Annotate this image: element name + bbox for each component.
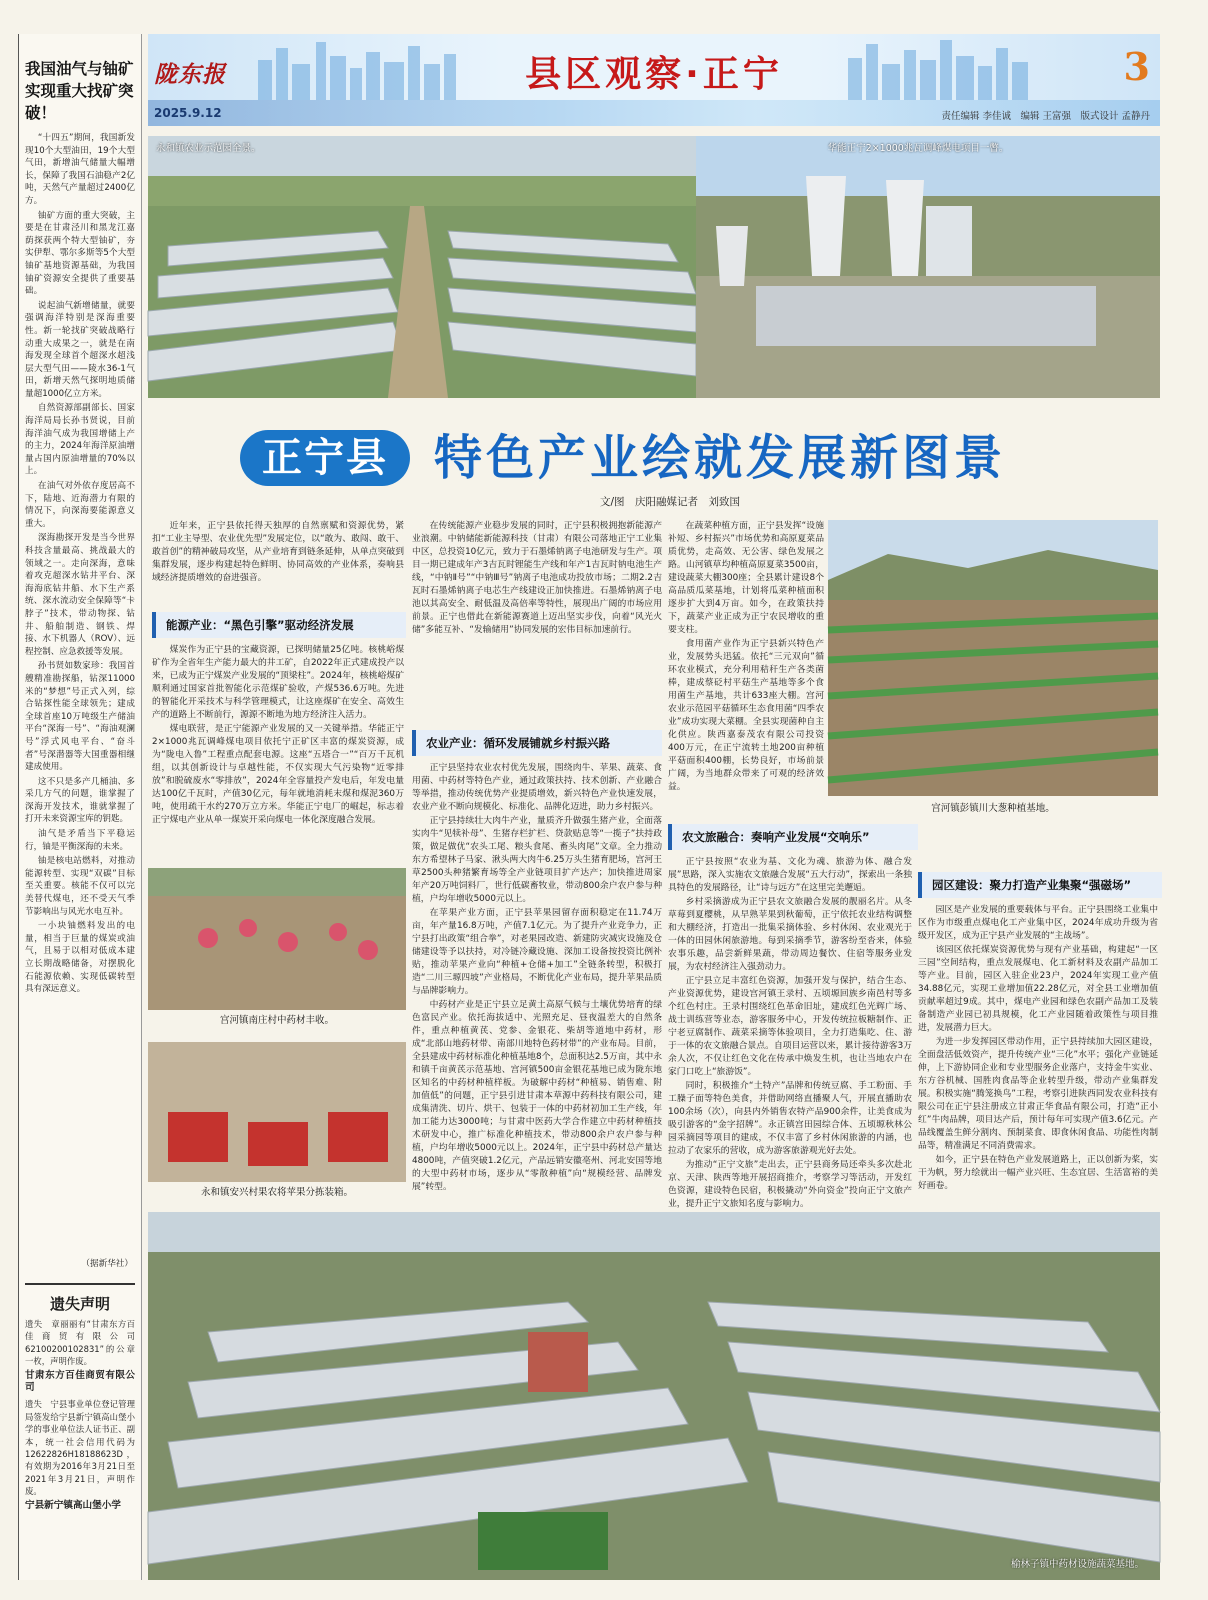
energy-paragraph: 在传统能源产业稳步发展的同时，正宁县积极拥抱新能源产业浪潮。中钠储能新能源科技（甘肃）有限公司落地正宁工业集中区，总投资10亿元，致力于石墨烯钠离子电池研发与生产。项目一期已建成年产3吉瓦时锂能生产线和年产1吉瓦时钠电池生产线，“中钠Ⅱ号”“中钠Ⅲ号”钠离子电池成功投放市场；二期2.2吉瓦时石墨烯钠离子电芯生产线建设正加快推进。石墨烯钠离子电池以其高安全、耐低温及高倍率等特性，展现出广阔的市场应用前景。正宁也借此在新能源赛道上迈出坚实步伐，向着“风光火储”多能互补、“发输储用”协同发展的宏伟目标加速前行。 xyxy=(412,521,662,635)
power-plant-photo xyxy=(696,136,1160,398)
park-paragraph: 为进一步发挥园区带动作用，正宁县持续加大园区建设，全面盘活低效资产，提升传统产业“三化”水平；强化产业链延伸，上下游协同企业和专业型服务企业落户，支持金牛实业、东方谷机械、国胜肉食品等企业转型升级，带动产业集群发展。积极实施“腾笼换鸟”工程，考察引进陕西同发农业科技有限公司在正宁县注册成立甘肃正华食品有限公司，打造“正小红”牛肉品牌，项目达产后，预计每年可实现产值3.6亿元。产品线覆盖生鲜分割肉、预制菜食、即食休闲食品、功能性肉制品等，精准满足不同消费需求。 xyxy=(918,1037,1158,1151)
agri-paragraph: 正宁县持续壮大肉牛产业，量质齐升做强生猪产业，全面落实肉牛“见犊补母”、生猪存栏扩栏、贷款贴息等“一揽子”扶持政策，做足做优“农头工尾、粮头食尾、畜头肉尾”文章。全力推动东方希望林子马家、湫头两大肉牛6.25万头生猪育肥场，宫河王草2500头种猪繁育场等全产业链项目扩产达产；加快推进周家年产20万吨饲料厂，世行低碳畜牧业，带动800余户农户参与种植，户均年增收5000元以上。 xyxy=(412,816,662,904)
park-text xyxy=(918,904,1158,1202)
park-paragraph: 该园区依托煤炭资源优势与现有产业基础，构建起“一区三园”空间结构，重点发展煤电、化工新材料及农副产品加工等产业。目前，园区入驻企业23户，2024年实现工业产值34.88亿元，实现工业增加值22.28亿元，对全县工业增加值贡献率超过9成。其中，煤电产业园和绿色农副产品加工及装备制造产业园已初具规模，化工产业园随着政策性与项目推进，发展潜力巨大。 xyxy=(918,945,1158,1033)
sidebar-paragraph: 铀是核电站燃料，对推动能源转型、实现“双碳”目标至关重要。核能不仅可以完美替代煤电，还不受天气季节影响出与风光水电互补。 xyxy=(25,856,135,917)
photo-caption: 榆林子镇中药材设施蔬菜基地。 xyxy=(1010,1559,1144,1570)
lost-notice-title: 遗失声明 xyxy=(25,1283,135,1314)
sidebar-column xyxy=(18,34,142,1580)
park-paragraph: 如今，正宁县在特色产业发展道路上，正以创新为桨，实干为帆，努力绘就出一幅产业兴旺、生态宜居、生活富裕的美好画卷。 xyxy=(918,1155,1158,1191)
sidebar-headline: 我国油气与铀矿实现重大找矿突破！ xyxy=(25,60,134,122)
tourism-paragraph: 同时，积极推介“土特产”品牌和传统豆腐、手工粉面、手工臊子面等特色美食，并借助网络直播聚人气，开展直播助农100余场（次），向县内外销售农特产品900余件，让美食成为吸引游客的“金字招牌”。永正镇宫田园综合体、五顷塬秋林公园采摘园等项目的建成，不仅丰富了乡村休闲旅游的内涵，也拉动了农家乐的营收，成为游客旅游观光好去处。 xyxy=(668,1081,912,1156)
sidebar-paragraph: 深海勘探开发是当今世界科技含量最高、挑战最大的领域之一。走向深海，意味着攻克超深水钻井平台、深海海底钻井船、水下生产系统、深水流动安全保障等“卡脖子”技术，带动物探、钻井、船舶制造、钢铁、焊接、水下机器人（ROV）、远程控制、应急救援等发展。 xyxy=(25,533,135,657)
sidebar-paragraph: 自然资源部副部长、国家海洋局局长孙书贤说，目前海洋油气成为我国增储上产的主力，2024年海洋原油增量占国内原油增量的70%以上。 xyxy=(25,403,135,477)
sidebar-source: （据新华社） xyxy=(81,1259,133,1269)
sidebar-article xyxy=(25,132,135,1257)
intro-paragraph: 近年来，正宁县依托得天独厚的自然禀赋和资源优势，紧扣“工业主导型、农业优先型”发展定位，以“敢为、敢闯、敢干、敢首创”的精神破局攻坚，从产业培育到链条延伸，从单点突破到集群发展，逐步构建起特色鲜明、协同高效的产业体系，奏响县域经济提质增效的奋进强音。 xyxy=(152,521,404,583)
sidebar-paragraph: 孙书贤如数家珍：我国首艘精准勘探船，钻深11000米的“梦想”号正式入列，综合钻探性能全球领先；建成全球首座10万吨级生产储油平台“深海一号”、“海油观澜号”浮式风电平台、“奋斗者”号深潜器等大国重器相继建成使用。 xyxy=(25,661,135,773)
agri-paragraph: 正宁县坚持农业农村优先发展，围绕肉牛、苹果、蔬菜、食用菌、中药材等特色产业，通过政策扶持、技术创新、产业融合等举措，推动传统优势产业提质增效，新兴特色产业快速发展，农业产业不断向规模化、标准化、品牌化迈进，助力乡村振兴。 xyxy=(412,763,662,812)
energy-text xyxy=(152,644,404,856)
newspaper-logo: 陇东报 xyxy=(154,61,226,88)
tourism-paragraph: 正宁县按照“农业为基、文化为魂、旅游为体、融合发展”思路，深入实施农文旅融合发展“五大行动”，探索出一条独具特色的发展路径，让“诗与远方”在这里完美邂逅。 xyxy=(668,857,912,893)
article-title: 特色产业绘就发展新图景 xyxy=(434,430,1007,486)
energy-text-continued xyxy=(412,520,662,728)
notice-org: 甘肃东方百佳商贸有限公司 xyxy=(25,1369,135,1394)
tourism-paragraph: 乡村采摘游成为正宁县农文旅融合发展的靓丽名片。从冬草莓到夏樱桃，从早熟苹果到秋葡萄，正宁依托农业结构调整和大棚经济，打造出一批集采摘体验、乡村休闲、农业观光于一体的田园休闲旅游地。每到采摘季节，游客纷至沓来，体验农事乐趣，品尝新鲜果蔬，带动周边餐饮、住宿等服务业发展，为农村经济注入强劲动力。 xyxy=(668,897,912,972)
sidebar-paragraph: 铀矿方面的重大突破，主要是在甘肃泾川和黑龙江嘉荫探获两个特大型铀矿，夯实伊犁、鄂尔多斯等5个大型铀矿基地资源基础，为我国铀矿资源安全提供了重要基础。 xyxy=(25,210,135,297)
apple-sorting-photo xyxy=(148,1042,406,1202)
greenhouse-aerial-photo xyxy=(148,136,696,398)
tourism-paragraph: 为推动“正宁文旅”走出去，正宁县商务局还牵头多次赴北京、天津、陕西等地开展招商推介，考察学习等活动，开发红色资源，建设特色民宿，积极撬动“外向资金”投向正宁文旅产业，提升正宁文旅知名度与影响力。 xyxy=(668,1160,912,1209)
section-heading-tourism: 农文旅融合：奏响产业发展“交响乐” xyxy=(668,824,918,850)
energy-paragraph: 煤电联营，是正宁能源产业发展的又一关键举措。华能正宁2×1000兆瓦调峰煤电项目依托宁正矿区丰富的煤炭资源，成为“陇电入鲁”工程重点配套电源。这座“五塔合一”“百万千瓦机组，以其创新设计与卓越性能，不仅实现大气污染物“近零排放”和脱硫废水“零排放”，2024年全容量投产发电后，年发电量达100亿千瓦时，产值30亿元，每年就地消耗末煤和煤泥360万吨，使用疏干水约270万立方米。华能正宁电厂的崛起，标志着正宁煤电产业从单一煤炭开采向煤电一体化深度融合发展。 xyxy=(152,724,404,825)
agri-paragraph: 中药材产业是正宁县立足黄土高原气候与土壤优势培育的绿色富民产业。依托海拔适中、光照充足、昼夜温差大的自然条件，重点种植黄芪、党参、金银花、柴胡等道地中药材，形成“北部山地药材带、南部川地特色药材带”的产业布局。目前，全县建成中药材标准化种植基地8个，总面积达2.5万亩，其中永和镇千亩黄芪示范基地、宫河镇500亩金银花基地已成为陇东地区知名的中药材种植样板。为破解中药材“种植易、销售难、附加值低”的问题，正宁县引进甘肃本草源中药科技有限公司，建成集清洗、切片、烘干、包装于一体的中药材初加工生产线，年加工能力达3000吨；与甘肃中医药大学合作建立中药材种植技术研发中心，推广标准化种植技术，带动800余户农户参与种植，户均年增收5000元以上。2024年，正宁县中药材总产量达4800吨，产值突破1.2亿元，产品远销安徽亳州、河北安国等地的大型中药材市场，逐步从“零散种植”向“规模经营、品牌发展”转型。 xyxy=(412,1000,662,1192)
agriculture-text xyxy=(412,762,662,1202)
section-heading-energy: 能源产业：“黑色引擎”驱动经济发展 xyxy=(152,612,406,638)
byline: 文/图 庆阳融媒记者 刘致国 xyxy=(600,496,741,508)
sidebar-paragraph: 这不只是多产几桶油、多采几方气的问题，谁掌握了深海开发技术，谁就掌握了打开未来资源宝库的钥匙。 xyxy=(25,776,135,825)
sidebar-paragraph: 说起油气新增储量，就要强调海洋特别是深海重要性。新一轮找矿突破战略行动重大成果之一，就是在南海发现全球首个超深水超浅层大型气田——陵水36-1气田，新增天然气探明地质储量超1000亿立方米。 xyxy=(25,300,135,399)
notice-org: 宁县新宁镇高山堡小学 xyxy=(25,1499,121,1511)
herb-harvest-photo xyxy=(148,868,406,1030)
greenhouse-base-aerial-photo xyxy=(148,1212,1160,1580)
tourism-paragraph: 正宁县立足丰富红色资源，加强开发与保护，结合生态、产业资源优势，建设宫河镇王录村、五顷塬回族乡南邑村等多个红色村庄。王录村围绕红色革命旧址，建成红色光辉广场、战士训练营等业态，游客服务中心，开发传统拉板糖制作、正宁老豆腐制作、蔬菜采摘等体验项目，全力打造集吃、住、游于一体的农文旅融合景点。自项目运营以来，累计接待游客3万余人次，不仅让红色文化在传承中焕发生机，也让当地农户在家门口吃上“旅游饭”。 xyxy=(668,976,912,1077)
agri-paragraph: 食用菌产业作为正宁县新兴特色产业，发展势头迅猛。依托“三元双向”循环农业模式，充分利用秸秆生产各类菌棒，建成蔡砭村平菇生产基地等多个食用菌生产基地，共计633座大棚。宫河农业示范园平菇循环生态食用菌“四季农业”成功实现大菜棚。全县实现菌种自主化供应。陕西嘉泰茂农有限公司投资400万元，在正宁流转土地200亩种植平菇面积400棚，长势良好，市场前景广阔，为当地群众带来了可观的经济效益。 xyxy=(668,639,824,792)
photo-caption: 永和镇农业示范园全景。 xyxy=(156,143,261,154)
agriculture-text-continued xyxy=(668,520,824,818)
page-number: 3 xyxy=(1123,44,1150,89)
article-intro xyxy=(152,520,404,610)
sidebar-paragraph: 一小块铀燃料发出的电量，相当于巨量的煤炭或油气，且易于以相对低成本建立长期战略储备，对摆脱化石能源依赖、实现低碳转型具有深远意义。 xyxy=(25,921,135,995)
tourism-text xyxy=(668,856,912,1209)
photo-caption: 华能正宁2×1000兆瓦调峰煤电项目一瞥。 xyxy=(827,143,1009,154)
sidebar-paragraph: 油气是矛盾当下平稳运行，铀是平衡深海的未来。 xyxy=(25,829,135,852)
sidebar-paragraph: 在油气对外依存度居高不下，陆地、近海潜力有限的情况下，向深海要能源意义重大。 xyxy=(25,481,135,529)
section-title: 县区观察·正宁 xyxy=(525,54,783,95)
editors-credit: 责任编辑 李佳诚 编辑 王富强 版式设计 孟静丹 xyxy=(941,111,1150,122)
photo-caption: 宫河镇南庄村中药材丰收。 xyxy=(219,1015,334,1026)
notice-text: 遗失 宁县事业单位登记管理局签发给宁县新宁镇高山堡小学的事业单位法人证书正、副本，统一社会信用代码为12622826H18188623D，有效期为2016年3月21日至2021年3月21日，声明作废。 xyxy=(25,1399,135,1497)
section-heading-agriculture: 农业产业：循环发展铺就乡村振兴路 xyxy=(412,730,662,756)
park-paragraph: 园区是产业发展的重要载体与平台。正宁县围绕工业集中区作为市级重点煤电化工产业集中区，2024年成功升级为省级开发区，成为正宁县产业发展的“主战场”。 xyxy=(918,905,1158,941)
photo-caption: 永和镇安兴村果农将苹果分拣装箱。 xyxy=(200,1187,353,1198)
onion-field-photo xyxy=(828,520,1158,820)
photo-caption: 宫河镇彭镇川大葱种植基地。 xyxy=(931,803,1055,814)
issue-date: 2025.9.12 xyxy=(154,106,222,120)
county-badge: 正宁县 xyxy=(240,430,410,486)
agri-paragraph: 在苹果产业方面，正宁县苹果园留存面积稳定在11.74万亩，年产量16.8万吨，产值7.1亿元。为了提升产业竞争力，正宁县打出政策“组合拳”，对老果园改造、新建防灾减灾设施及仓储建设等予以扶持，对冷链冷藏设施、深加工设备按投资比例补贴，推动苹果产业向“种植+仓储+加工”全链条转型，积极打造“二川三塬四坡”产业格局，不断优化产业布局，提升苹果品质与品牌影响力。 xyxy=(412,908,662,996)
lost-notice-list xyxy=(25,1318,135,1512)
agri-paragraph: 在蔬菜种植方面，正宁县发挥“设施补短、乡村振兴”市场优势和高原夏菜品质优势，走高效、无公害、绿色发展之路。山河镇草均种植高原夏菜3500亩，建设蔬菜大棚300座；全县累计建设8个高品质瓜菜基地，计划将瓜菜种植面积逐步扩大到4万亩。如今，在政策扶持下，蔬菜产业正成为正宁农民增收的重要支柱。 xyxy=(668,521,824,635)
page-header xyxy=(148,34,1160,126)
notice-text: 遗失 章丽丽有“甘肃东方百佳商贸有限公司62100200102831”的公章一枚，声明作废。 xyxy=(25,1319,135,1367)
sidebar-paragraph: “十四五”期间，我国新发现10个大型油田，19个大型气田，新增油气储量大幅增长，保障了我国石油稳产2亿吨，天然气产量超过2400亿方。 xyxy=(25,133,135,206)
energy-paragraph: 煤炭作为正宁县的宝藏资源，已探明储量25亿吨。核桃峪煤矿作为全省年生产能力最大的井工矿，自2022年正式建成投产以来，已成为正宁煤炭产业发展的“顶梁柱”。2024年，核桃峪煤矿顺利通过国家首批智能化示范煤矿验收，产煤536.6万吨。先进的智能化开采技术与科学管理模式，让这座煤矿在安全、高效生产的道路上不断前行，源源不断地为地方经济注入活力。 xyxy=(152,645,404,720)
section-heading-park: 园区建设：聚力打造产业集聚“强磁场” xyxy=(918,872,1162,898)
